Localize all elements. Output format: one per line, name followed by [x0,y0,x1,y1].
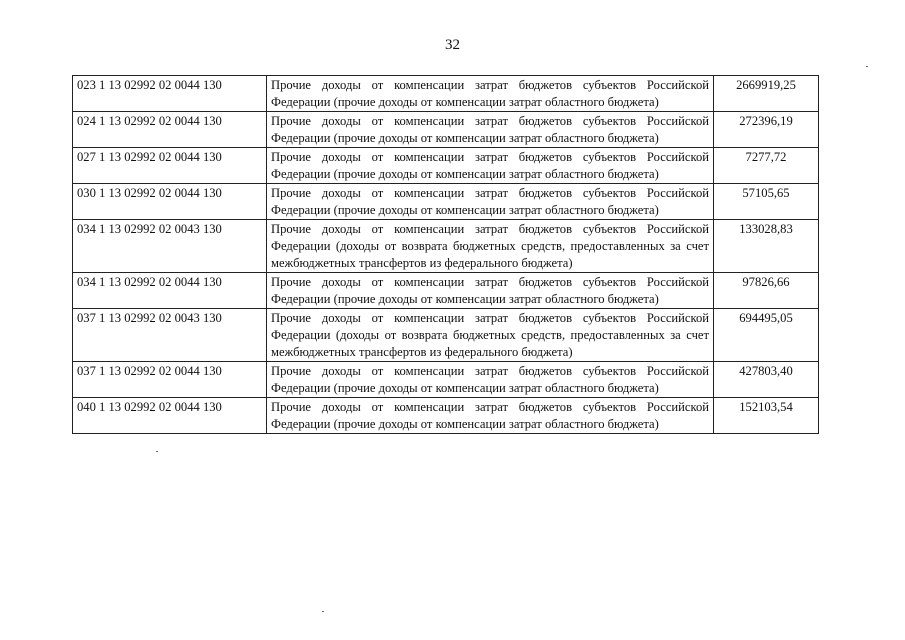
amount-cell: 694495,05 [714,309,819,362]
revenue-description-cell: Прочие доходы от компенсации затрат бюджетов субъектов Российской Федерации (прочие доходы от компенсации затрат областного бюджета) [267,148,714,184]
classification-code-cell: 023 1 13 02992 02 0044 130 [73,76,267,112]
table-row [73,76,819,112]
table-row [73,112,819,148]
page-number: 32 [445,37,460,53]
classification-code-cell: 037 1 13 02992 02 0043 130 [73,309,267,362]
table-row [73,148,819,184]
classification-code-cell: 037 1 13 02992 02 0044 130 [73,362,267,398]
amount-cell: 152103,54 [714,398,819,434]
table-row [73,309,819,362]
revenue-description-cell: Прочие доходы от компенсации затрат бюджетов субъектов Российской Федерации (прочие доходы от компенсации затрат областного бюджета) [267,398,714,434]
classification-code-cell: 024 1 13 02992 02 0044 130 [73,112,267,148]
classification-code-cell: 030 1 13 02992 02 0044 130 [73,184,267,220]
budget-revenue-table [72,75,819,434]
amount-cell: 2669919,25 [714,76,819,112]
revenue-description-cell: Прочие доходы от компенсации затрат бюджетов субъектов Российской Федерации (доходы от возврата бюджетных средств, предоставленных за счет межбюджетных трансфертов из федерального бюджета) [267,309,714,362]
table-row [73,398,819,434]
table-row [73,220,819,273]
revenue-description-cell: Прочие доходы от компенсации затрат бюджетов субъектов Российской Федерации (прочие доходы от компенсации затрат областного бюджета) [267,184,714,220]
amount-cell: 133028,83 [714,220,819,273]
scan-speck [156,451,158,452]
scan-speck [322,611,324,612]
revenue-description-cell: Прочие доходы от компенсации затрат бюджетов субъектов Российской Федерации (доходы от возврата бюджетных средств, предоставленных за счет межбюджетных трансфертов из федерального бюджета) [267,220,714,273]
amount-cell: 427803,40 [714,362,819,398]
classification-code-cell: 034 1 13 02992 02 0043 130 [73,220,267,273]
revenue-description-cell: Прочие доходы от компенсации затрат бюджетов субъектов Российской Федерации (прочие доходы от компенсации затрат областного бюджета) [267,76,714,112]
table-row [73,184,819,220]
table-row [73,273,819,309]
revenue-description-cell: Прочие доходы от компенсации затрат бюджетов субъектов Российской Федерации (прочие доходы от компенсации затрат областного бюджета) [267,273,714,309]
table-row [73,362,819,398]
revenue-description-cell: Прочие доходы от компенсации затрат бюджетов субъектов Российской Федерации (прочие доходы от компенсации затрат областного бюджета) [267,112,714,148]
amount-cell: 97826,66 [714,273,819,309]
scan-speck [866,66,868,67]
classification-code-cell: 027 1 13 02992 02 0044 130 [73,148,267,184]
amount-cell: 57105,65 [714,184,819,220]
classification-code-cell: 040 1 13 02992 02 0044 130 [73,398,267,434]
classification-code-cell: 034 1 13 02992 02 0044 130 [73,273,267,309]
amount-cell: 7277,72 [714,148,819,184]
revenue-description-cell: Прочие доходы от компенсации затрат бюджетов субъектов Российской Федерации (прочие доходы от компенсации затрат областного бюджета) [267,362,714,398]
amount-cell: 272396,19 [714,112,819,148]
budget-revenue-table-body [73,76,819,434]
